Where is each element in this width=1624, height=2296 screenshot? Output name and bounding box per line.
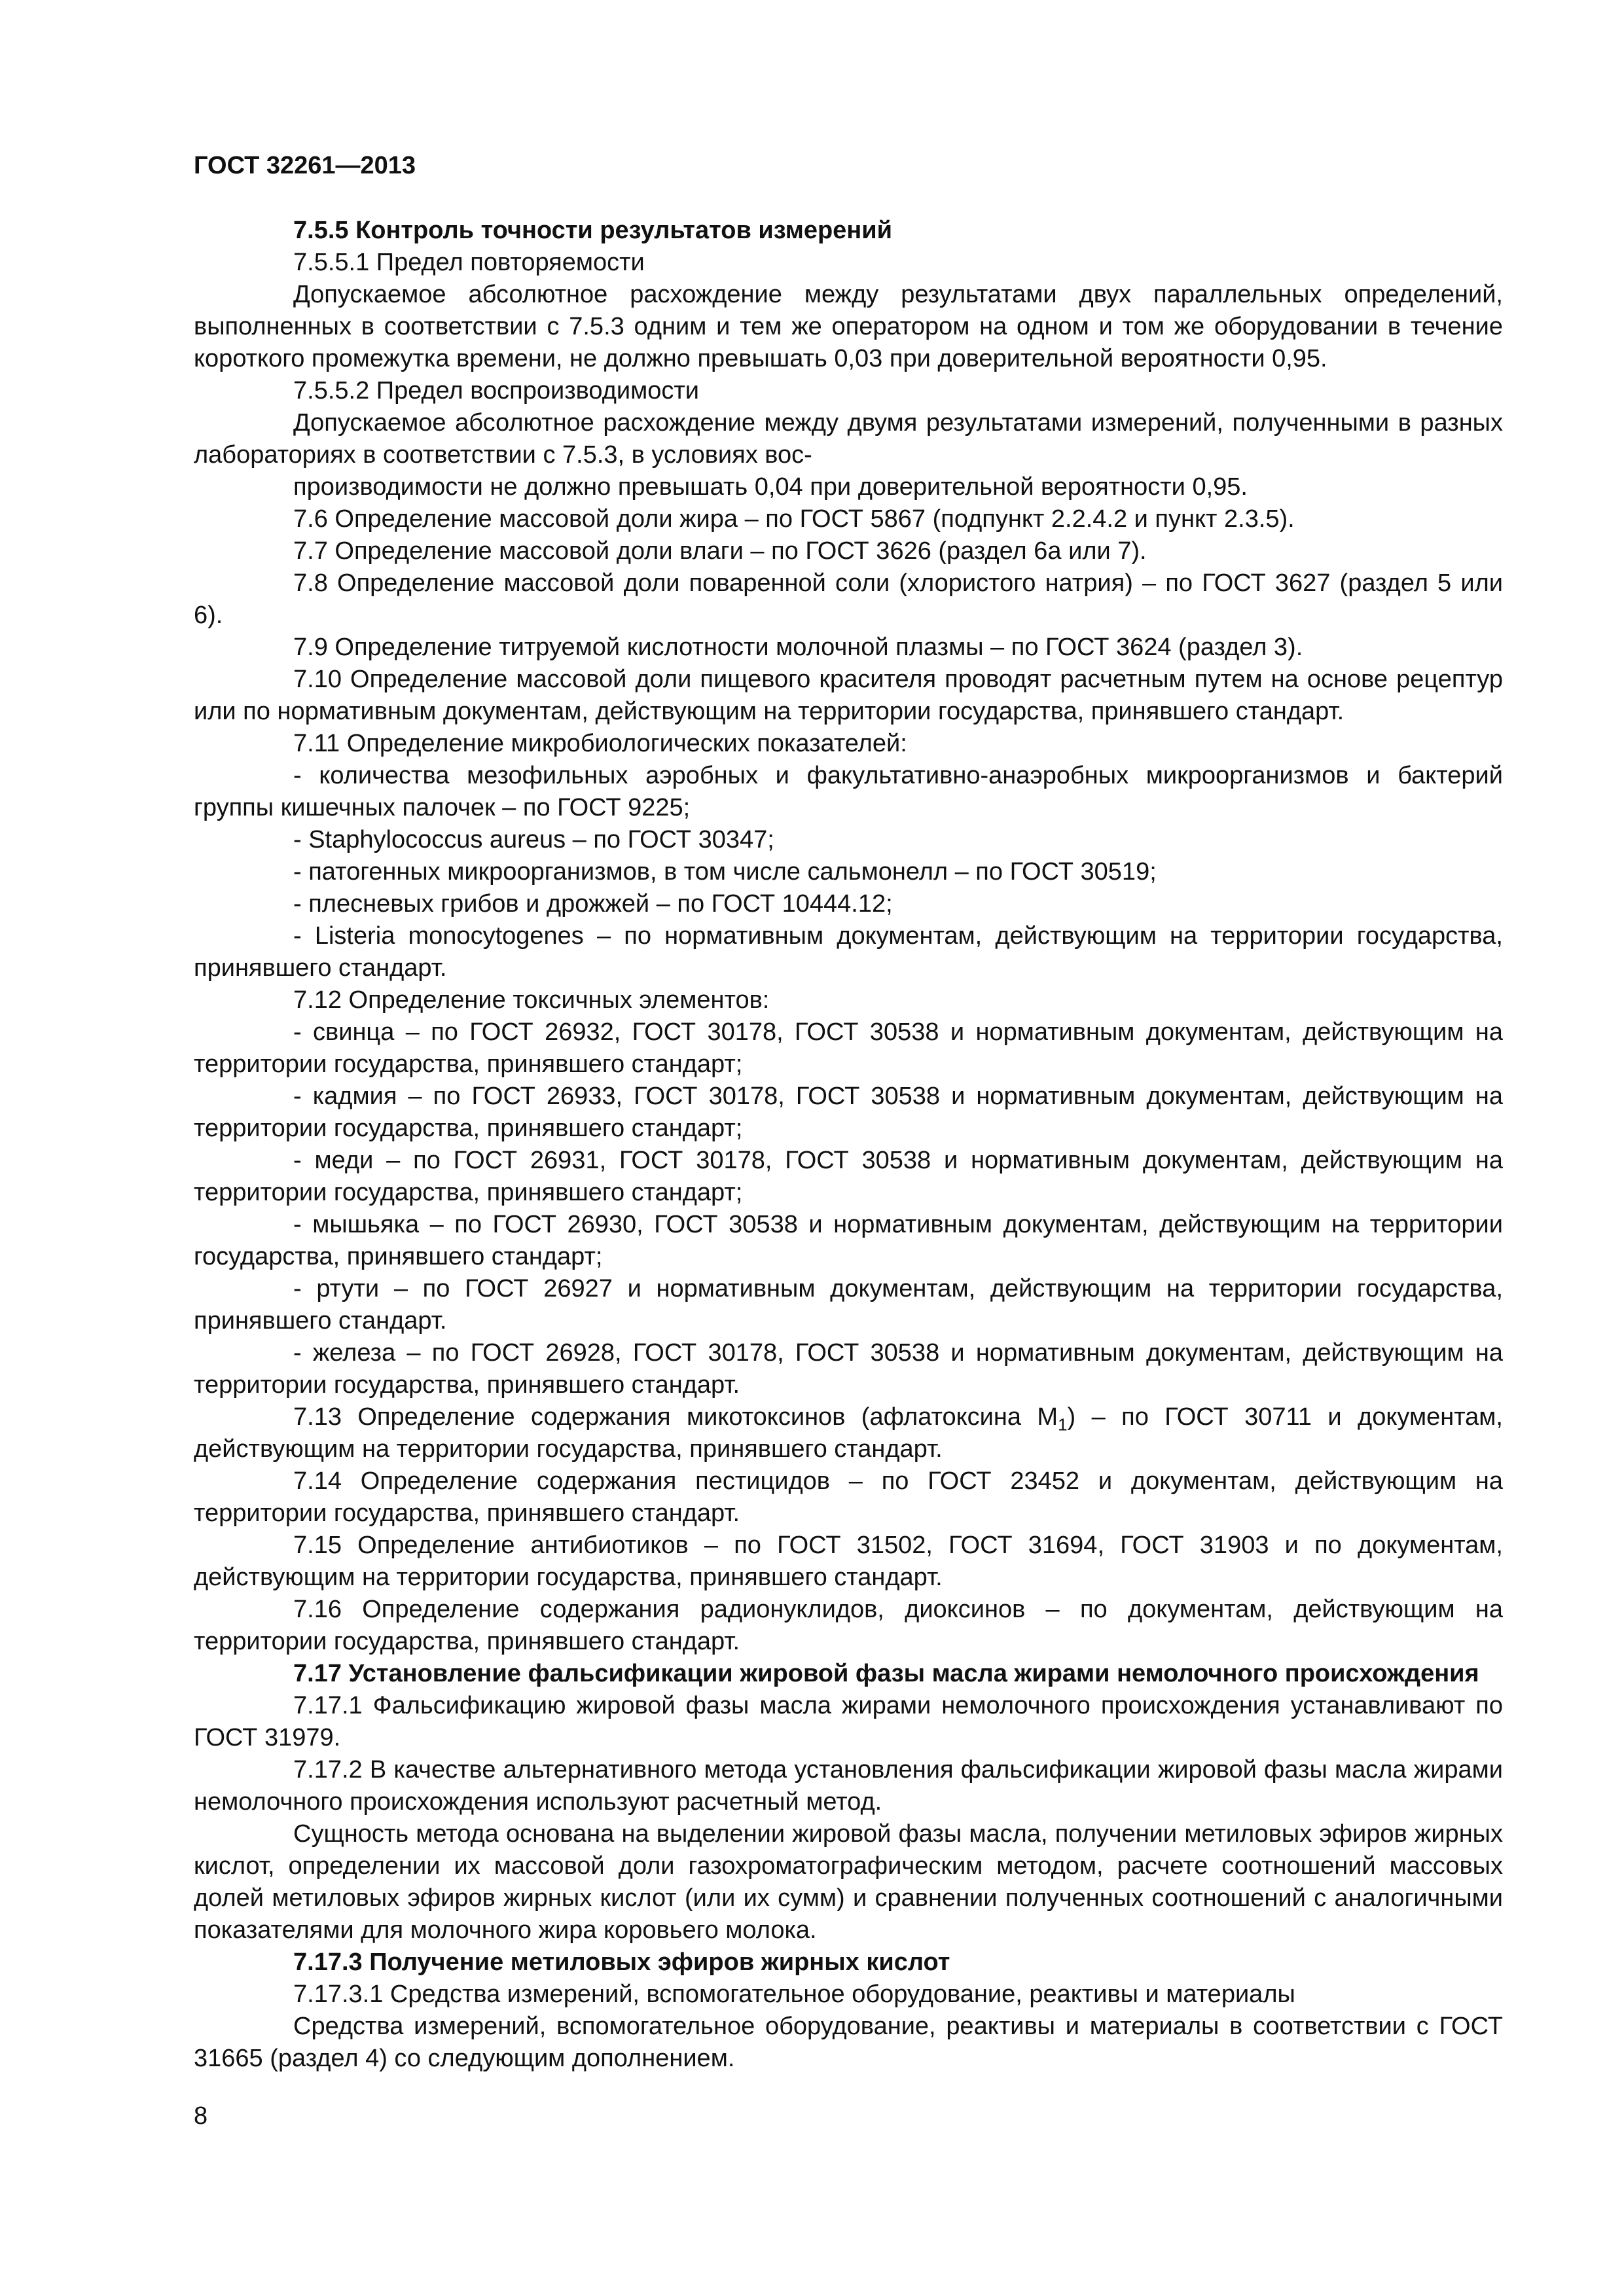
document-body	[194, 215, 1503, 2075]
document-header: ГОСТ 32261—2013	[194, 152, 416, 179]
paragraph	[194, 471, 1503, 503]
paragraph-text: 7.8 Определение массовой доли поваренной соли (хлористого натрия) – по ГОСТ 3627 (раздел 5 или 6).	[194, 569, 1503, 629]
paragraph-text: - Listeria monocytogenes – по нормативным документам, действующим на территории государства, принявшего стандарт.	[194, 922, 1503, 982]
paragraph	[194, 375, 1503, 407]
paragraph	[194, 632, 1503, 664]
paragraph	[194, 503, 1503, 535]
paragraph-text: Средства измерений, вспомогательное оборудование, реактивы и материалы в соответствии с ГОСТ 31665 (раздел 4) со следующим дополнением.	[194, 2013, 1503, 2072]
paragraph-text: 7.6 Определение массовой доли жира – по ГОСТ 5867 (подпункт 2.2.4.2 и пункт 2.3.5).	[293, 505, 1295, 533]
paragraph	[194, 888, 1503, 920]
paragraph-text: - кадмия – по ГОСТ 26933, ГОСТ 30178, ГОСТ 30538 и нормативным документам, действующим на территории государства, принявшего стандарт;	[194, 1083, 1503, 1142]
paragraph-text: 7.17.3.1 Средства измерений, вспомогательное оборудование, реактивы и материалы	[293, 1981, 1295, 2008]
paragraph-text: - свинца – по ГОСТ 26932, ГОСТ 30178, ГОСТ 30538 и нормативным документам, действующим на территории государства, принявшего стандарт;	[194, 1018, 1503, 1078]
paragraph	[194, 1145, 1503, 1209]
paragraph-text: 7.5.5 Контроль точности результатов измерений	[293, 217, 892, 244]
paragraph-text: 7.9 Определение титруемой кислотности молочной плазмы – по ГОСТ 3624 (раздел 3).	[293, 634, 1303, 661]
paragraph-text: - плесневых грибов и дрожжей – по ГОСТ 10444.12;	[293, 890, 893, 918]
paragraph-text: 7.17.2 В качестве альтернативного метода установления фальсификации жировой фазы масла жирами немолочного происхождения используют расчетный метод.	[194, 1756, 1503, 1816]
paragraph	[194, 2011, 1503, 2075]
page-number: 8	[194, 2102, 208, 2130]
paragraph-text: - количества мезофильных аэробных и факультативно-анаэробных микроорганизмов и бактерий группы кишечных палочек – по ГОСТ 9225;	[194, 762, 1503, 821]
paragraph-text: 7.15 Определение антибиотиков – по ГОСТ 31502, ГОСТ 31694, ГОСТ 31903 и по документам, действующим на территории государства, принявшего стандарт.	[194, 1532, 1503, 1591]
paragraph	[194, 920, 1503, 984]
paragraph-text: - ртути – по ГОСТ 26927 и нормативным документам, действующим на территории государства, принявшего стандарт.	[194, 1275, 1503, 1335]
paragraph	[194, 984, 1503, 1016]
paragraph	[194, 567, 1503, 632]
section-heading	[194, 1946, 1503, 1979]
paragraph	[194, 664, 1503, 728]
paragraph	[194, 1690, 1503, 1754]
paragraph-text: 7.17 Установление фальсификации жировой фазы масла жирами немолочного происхождения	[293, 1660, 1479, 1687]
paragraph-text: 7.7 Определение массовой доли влаги – по ГОСТ 3626 (раздел 6а или 7).	[293, 537, 1147, 565]
paragraph-text: - Staphylococcus aureus – по ГОСТ 30347;	[293, 826, 774, 853]
paragraph-text: 7.14 Определение содержания пестицидов – по ГОСТ 23452 и документам, действующим на территории государства, принявшего стандарт.	[194, 1467, 1503, 1527]
paragraph	[194, 279, 1503, 375]
paragraph	[194, 1530, 1503, 1594]
paragraph-text: Сущность метода основана на выделении жировой фазы масла, получении метиловых эфиров жирных кислот, определении их массовой доли газохроматографическим методом, расчете соотношений массовых долей метиловых эфиров жирных кислот (или их сумм) и сравнении полученных соотношений с аналогичными показателями для молочного жира коровьего молока.	[194, 1820, 1503, 1944]
paragraph	[194, 1209, 1503, 1273]
paragraph-text: Допускаемое абсолютное расхождение между результатами двух параллельных определений, выполненных в соответствии с 7.5.3 одним и тем же оператором на одном и том же оборудовании в течение короткого промежутка времени, не должно превышать 0,03 при доверительной вероятности 0,95.	[194, 281, 1503, 372]
paragraph	[194, 247, 1503, 279]
paragraph	[194, 1465, 1503, 1530]
paragraph	[194, 856, 1503, 888]
paragraph	[194, 1401, 1503, 1465]
paragraph	[194, 824, 1503, 856]
paragraph-text: 7.5.5.1 Предел повторяемости	[293, 249, 645, 276]
paragraph-text: - мышьяка – по ГОСТ 26930, ГОСТ 30538 и нормативным документам, действующим на территории государства, принявшего стандарт;	[194, 1211, 1503, 1270]
paragraph-text: 7.16 Определение содержания радионуклидов, диоксинов – по документам, действующим на территории государства, принявшего стандарт.	[194, 1596, 1503, 1655]
paragraph-text: Допускаемое абсолютное расхождение между двумя результатами измерений, полученными в разных лабораториях в соответствии с 7.5.3, в условиях вос-	[194, 409, 1503, 469]
section-heading	[194, 215, 1503, 247]
paragraph-text: 7.5.5.2 Предел воспроизводимости	[293, 377, 700, 404]
paragraph-text: производимости не должно превышать 0,04 при доверительной вероятности 0,95.	[293, 473, 1248, 501]
paragraph	[194, 1594, 1503, 1658]
paragraph-text: 7.17.1 Фальсификацию жировой фазы масла жирами немолочного происхождения устанавливают по ГОСТ 31979.	[194, 1692, 1503, 1751]
section-heading	[194, 1658, 1503, 1690]
paragraph	[194, 760, 1503, 824]
paragraph-text: 7.12 Определение токсичных элементов:	[293, 986, 770, 1014]
paragraph-text: 7.17.3 Получение метиловых эфиров жирных кислот	[293, 1948, 950, 1976]
paragraph-text: - меди – по ГОСТ 26931, ГОСТ 30178, ГОСТ 30538 и нормативным документам, действующим на территории государства, принявшего стандарт;	[194, 1147, 1503, 1206]
paragraph-text: 7.10 Определение массовой доли пищевого красителя проводят расчетным путем на основе рецептур или по нормативным документам, действующим на территории государства, принявшего стандарт.	[194, 666, 1503, 725]
paragraph-text: 7.13 Определение содержания микотоксинов (афлатоксина M	[293, 1403, 1058, 1431]
paragraph	[194, 1273, 1503, 1337]
paragraph-text: 7.11 Определение микробиологических показателей:	[293, 730, 907, 757]
paragraph	[194, 1081, 1503, 1145]
paragraph-text: - патогенных микроорганизмов, в том числе сальмонелл – по ГОСТ 30519;	[293, 858, 1157, 886]
paragraph	[194, 1016, 1503, 1081]
paragraph	[194, 1754, 1503, 1818]
paragraph-text: ) – по ГОСТ 30711 и документам, действующим на территории государства, принявшего стандарт.	[194, 1403, 1503, 1463]
paragraph	[194, 1818, 1503, 1946]
paragraph-text: - железа – по ГОСТ 26928, ГОСТ 30178, ГОСТ 30538 и нормативным документам, действующим на территории государства, принявшего стандарт.	[194, 1339, 1503, 1399]
paragraph	[194, 1979, 1503, 2011]
paragraph	[194, 1337, 1503, 1401]
paragraph	[194, 728, 1503, 760]
subscript: 1	[1058, 1414, 1068, 1435]
paragraph	[194, 407, 1503, 471]
paragraph	[194, 535, 1503, 567]
